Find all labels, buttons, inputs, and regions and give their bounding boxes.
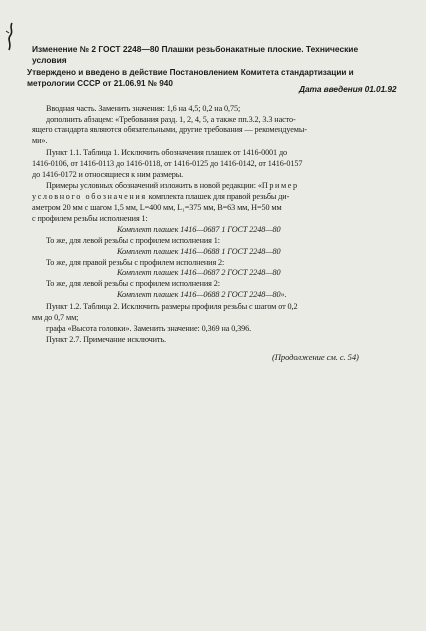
body-line-05: Пункт 1.1. Таблица 1. Исключить обозначения плашек от 1416-0001 до [46,148,288,157]
designation-example-2: Комплект плашек 1416—0688 1 ГОСТ 2248—80 [117,247,281,256]
body-line-19: Пункт 1.2. Таблица 2. Исключить размеры профиля резьбы с шагом от 0,2 [46,302,298,311]
body-line-09 [32,192,289,202]
body-line-11: с профилем резьбы исполнения 1: [32,214,148,223]
designation-example-4: Комплект плашек 1416—0688 2 ГОСТ 2248—80». [117,290,287,299]
body-line-06: 1416-0106, от 1416-0113 до 1416-0118, от 1416-0125 до 1416-0142, от 1416-0157 [32,159,303,168]
body-line-22: Пункт 2.7. Примечание исключить. [46,335,166,344]
continuation-note: (Продолжение см. с. 54) [272,352,359,362]
body-line-13: То же, для левой резьбы с профилем исполнения 1: [46,236,220,245]
approval-statement-cont: метрологии СССР от 21.06.91 № 940 [27,79,173,88]
designation-example-1: Комплект плашек 1416—0687 1 ГОСТ 2248—80 [117,225,281,234]
body-line-08 [46,181,299,191]
body-line-02: дополнить абзацем: «Требования разд. 1, 2, 4, 5, а также пп.3.2, 3.3 насто- [46,115,296,124]
body-line-17: То же, для левой резьбы с профилем исполнения 2: [46,279,220,288]
body-line-15: То же, для правой резьбы с профилем исполнения 2: [46,258,225,267]
example-description: комплекта плашек для правой резьбы ди- [146,192,290,201]
document-title: Изменение № 2 ГОСТ 2248—80 Плашки резьбонакатные плоские. Технические [32,44,359,54]
designation-example-3: Комплект плашек 1416—0687 2 ГОСТ 2248—80 [117,268,281,277]
body-line-21: графа «Высота головки». Заменить значение: 0,369 на 0,396. [46,324,252,333]
examples-intro-text: Примеры условных обозначений изложить в новой редакции: « [46,181,262,190]
body-line-07: до 1416-0172 и относящиеся к ним размеры. [32,170,184,179]
document-title-cont: условия [32,55,67,65]
example-heading-part2: условного обозначения [32,192,147,201]
effective-date: Дата введения 01.01.92 [299,84,397,94]
body-line-03: ящего стандарта являются обязательными, другие требования — рекомендуемы- [32,125,307,134]
body-line-01: Вводная часть. Заменить значения: 1,6 на 4,5; 0,2 на 0,75; [46,104,241,113]
approval-statement: Утверждено и введено в действие Постановлением Комитета стандартизации и [27,68,354,77]
body-line-10: аметром 20 мм с шагом 1,5 мм, L=400 мм, L₁=375 мм, B=63 мм, H=50 мм [32,203,282,212]
body-line-20: мм до 0,7 мм; [32,313,79,322]
body-line-04: ми». [32,136,48,145]
scan-mark-icon [3,22,17,52]
example-heading-part1: Пример [261,181,299,190]
